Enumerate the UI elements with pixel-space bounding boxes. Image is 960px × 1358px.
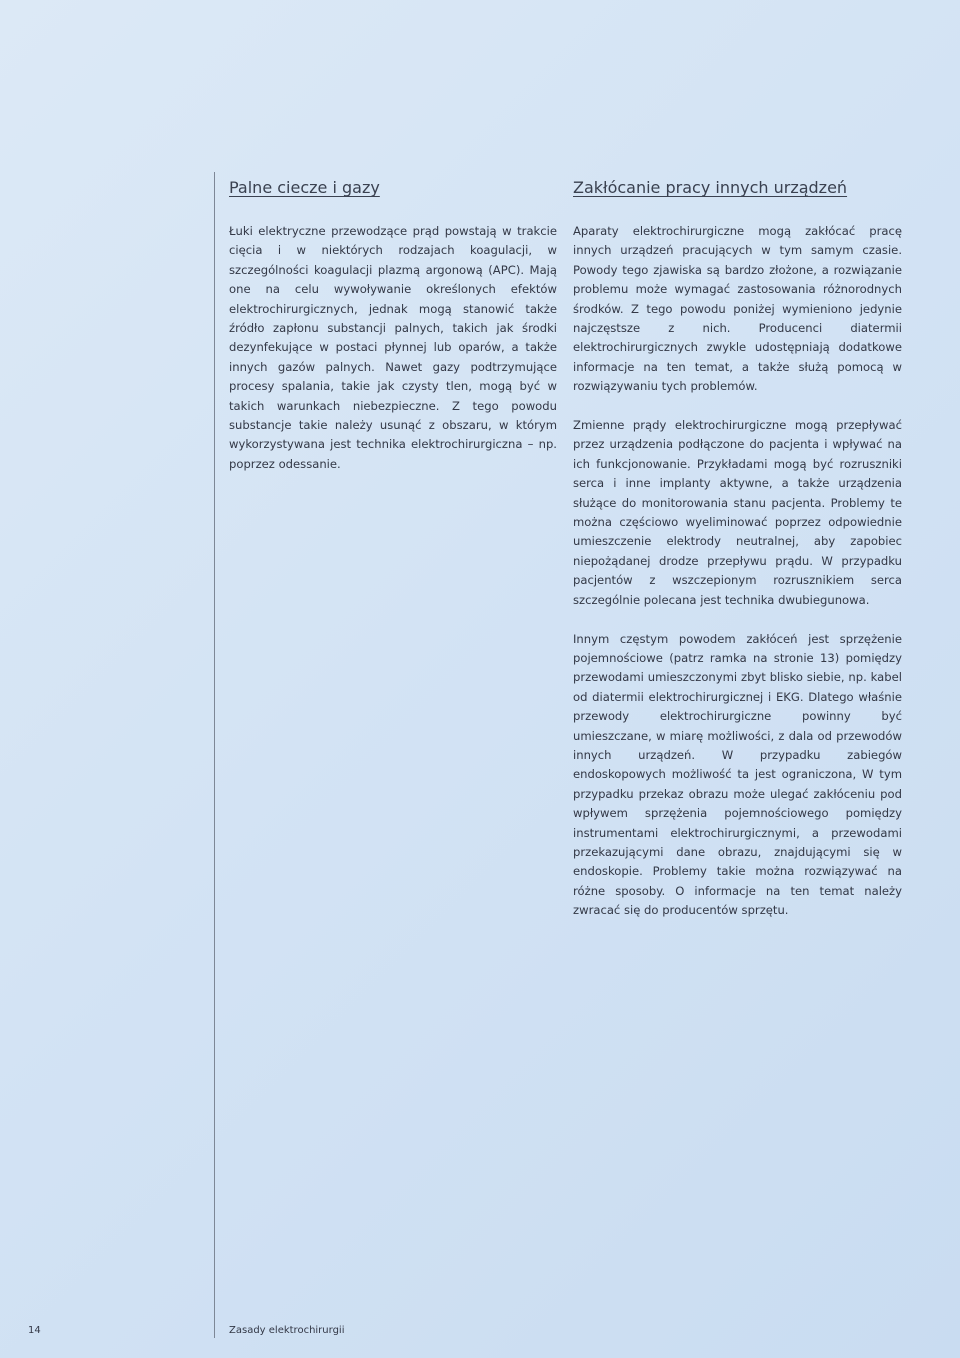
page-number: 14 bbox=[28, 1325, 41, 1336]
left-column bbox=[229, 176, 557, 474]
footer-title: Zasady elektrochirurgii bbox=[229, 1325, 345, 1336]
section-heading-flammable: Palne ciecze i gazy bbox=[229, 178, 380, 197]
paragraph-interference-3: Innym częstym powodem zakłóceń jest sprzężenie pojemnościowe (patrz ramka na stronie 13) pomiędzy przewodami umieszczonymi zbyt blisko siebie, np. kabel od diatermii elektrochirurgicznej i EKG. Dlatego właśnie przewody elektrochirurgiczne powinny być umieszczane, w miarę możliwości, z dala od przewodów innych urządzeń. W przypadku zabiegów endoskopowych możliwość ta jest ograniczona, W tym przypadku przekaz obrazu może ulegać zakłóceniu pod wpływem sprzężenia pojemnościowego pomiędzy instrumentami elektrochirurgicznymi, a przewodami przekazującymi dane obrazu, znajdującymi się w endoskopie. Problemy takie można rozwiązywać na różne sposoby. O informacje na ten temat należy zwracać się do producentów sprzętu. bbox=[573, 631, 902, 918]
vertical-rule bbox=[214, 172, 215, 1338]
paragraph-flammable-1: Łuki elektryczne przewodzące prąd powstają w trakcie cięcia i w niektórych rodzajach koagulacji, w szczególności koagulacji plazmą argonową (APC). Mają one na celu wywoływanie określonych efektów elektrochirurgicznych, jednak mogą stanowić także źródło zapłonu substancji palnych, takich jak środki dezynfekujące w postaci płynnej lub oparów, a także innych gazów palnych. Nawet gazy podtrzymujące procesy spalania, takie jak czysty tlen, mogą być w takich warunkach niebezpieczne. Z tego powodu substancje takie należy usunąć z obszaru, w którym wykorzystywana jest technika elektrochirurgiczna – np. poprzez odessanie. bbox=[229, 224, 557, 471]
right-column bbox=[573, 176, 902, 921]
paragraph-interference-2: Zmienne prądy elektrochirurgiczne mogą przepływać przez urządzenia podłączone do pacjenta i wpływać na ich funkcjonowanie. Przykładami mogą być rozruszniki serca i inne implanty aktywne, a także urządzenia służące do monitorowania stanu pacjenta. Problemy te można częściowo wyeliminować poprzez odpowiednie umieszczenie elektrody neutralnej, aby zapobiec niepożądanej drodze przepływu prądu. W przypadku pacjentów z wszczepionym rozrusznikiem serca szczególnie polecana jest technika dwubiegunowa. bbox=[573, 418, 902, 607]
paragraph-interference-1: Aparaty elektrochirurgiczne mogą zakłócać pracę innych urządzeń pracujących w tym samym czasie. Powody tego zjawiska są bardzo złożone, a rozwiązanie problemu może wymagać zastosowania różnorodnych środków. Z tego powodu poniżej wymieniono jedynie najczęstsze z nich. Producenci diatermii elektrochirurgicznych zwykle udostępniają dodatkowe informacje na ten temat, a także służą pomocą w rozwiązywaniu tych problemów. bbox=[573, 224, 902, 394]
section-heading-interference: Zakłócanie pracy innych urządzeń bbox=[573, 178, 848, 197]
